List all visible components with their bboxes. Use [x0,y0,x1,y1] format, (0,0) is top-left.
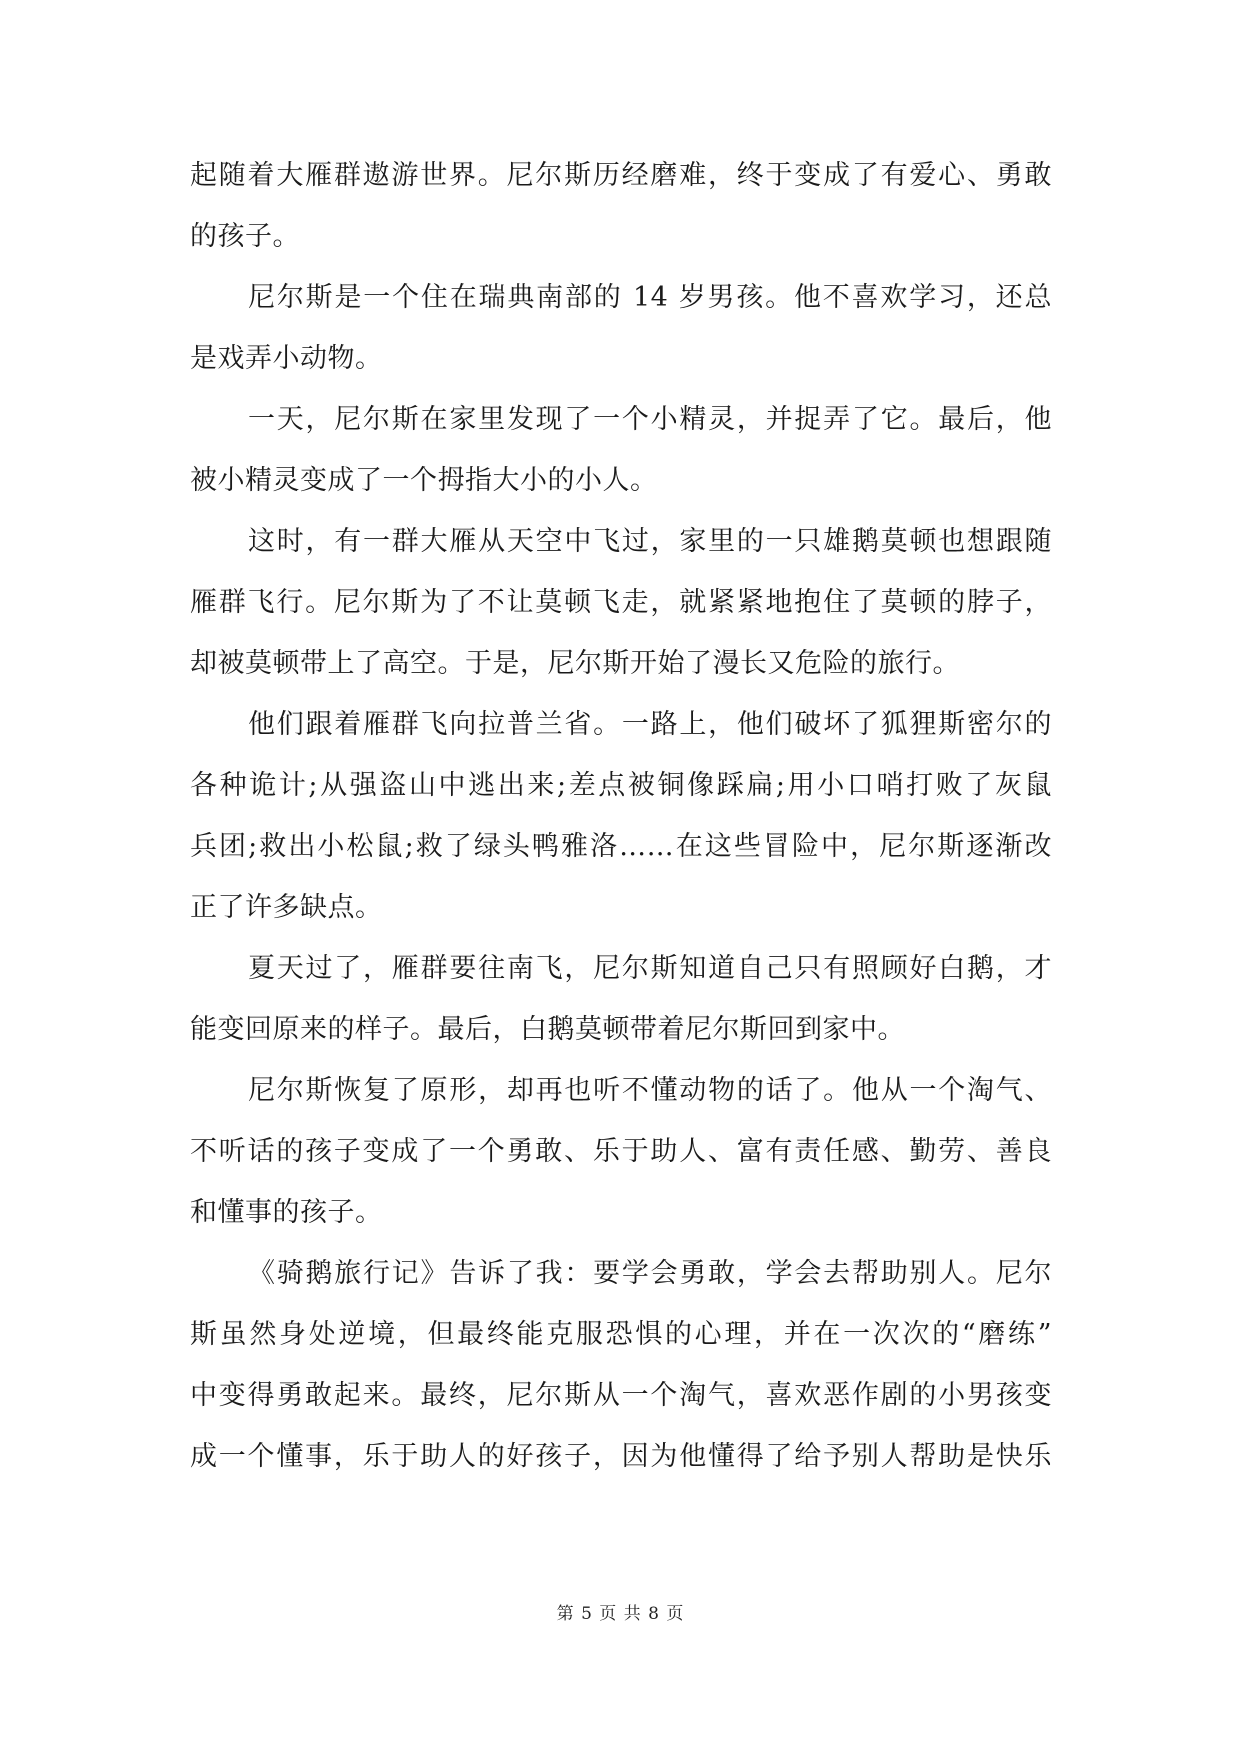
text-line: 不听话的孩子变成了一个勇敢、乐于助人、富有责任感、勤劳、善良 [190,1136,1052,1167]
text-line: 是戏弄小动物。 [190,343,383,374]
page-number-label: 第 5 页 共 8 页 [556,1604,685,1624]
text-line: 一天，尼尔斯在家里发现了一个小精灵，并捉弄了它。最后，他 [248,404,1052,435]
text-line: 雁群飞行。尼尔斯为了不让莫顿飞走，就紧紧地抱住了莫顿的脖子， [190,587,1052,618]
text-line: 尼尔斯是一个住在瑞典南部的 14 岁男孩。他不喜欢学习，还总 [248,282,1052,313]
text-line: 成一个懂事，乐于助人的好孩子，因为他懂得了给予别人帮助是快乐 [190,1441,1052,1472]
text-line: 《骑鹅旅行记》告诉了我：要学会勇敢，学会去帮助别人。尼尔 [248,1258,1052,1289]
body-text [190,145,1052,1487]
text-line: 尼尔斯恢复了原形，却再也听不懂动物的话了。他从一个淘气、 [248,1075,1052,1106]
text-line: 却被莫顿带上了高空。于是，尼尔斯开始了漫长又危险的旅行。 [190,648,960,679]
page-footer [0,1602,1241,1626]
text-line: 起随着大雁群遨游世界。尼尔斯历经磨难，终于变成了有爱心、勇敢 [190,160,1052,191]
text-line: 被小精灵变成了一个拇指大小的小人。 [190,465,658,496]
text-line: 各种诡计;从强盗山中逃出来;差点被铜像踩扁;用小口哨打败了灰鼠 [190,770,1052,801]
text-line: 斯虽然身处逆境，但最终能克服恐惧的心理，并在一次次的“磨练” [190,1319,1052,1350]
text-line: 的孩子。 [190,221,300,252]
text-line: 能变回原来的样子。最后，白鹅莫顿带着尼尔斯回到家中。 [190,1014,905,1045]
text-line: 他们跟着雁群飞向拉普兰省。一路上，他们破坏了狐狸斯密尔的 [248,709,1052,740]
text-line: 正了许多缺点。 [190,892,383,923]
text-line: 中变得勇敢起来。最终，尼尔斯从一个淘气，喜欢恶作剧的小男孩变 [190,1380,1052,1411]
text-line: 兵团;救出小松鼠;救了绿头鸭雅洛……在这些冒险中，尼尔斯逐渐改 [190,831,1052,862]
text-line: 这时，有一群大雁从天空中飞过，家里的一只雄鹅莫顿也想跟随 [248,526,1052,557]
text-line: 夏天过了，雁群要往南飞，尼尔斯知道自己只有照顾好白鹅，才 [248,953,1052,984]
text-line: 和懂事的孩子。 [190,1197,383,1228]
